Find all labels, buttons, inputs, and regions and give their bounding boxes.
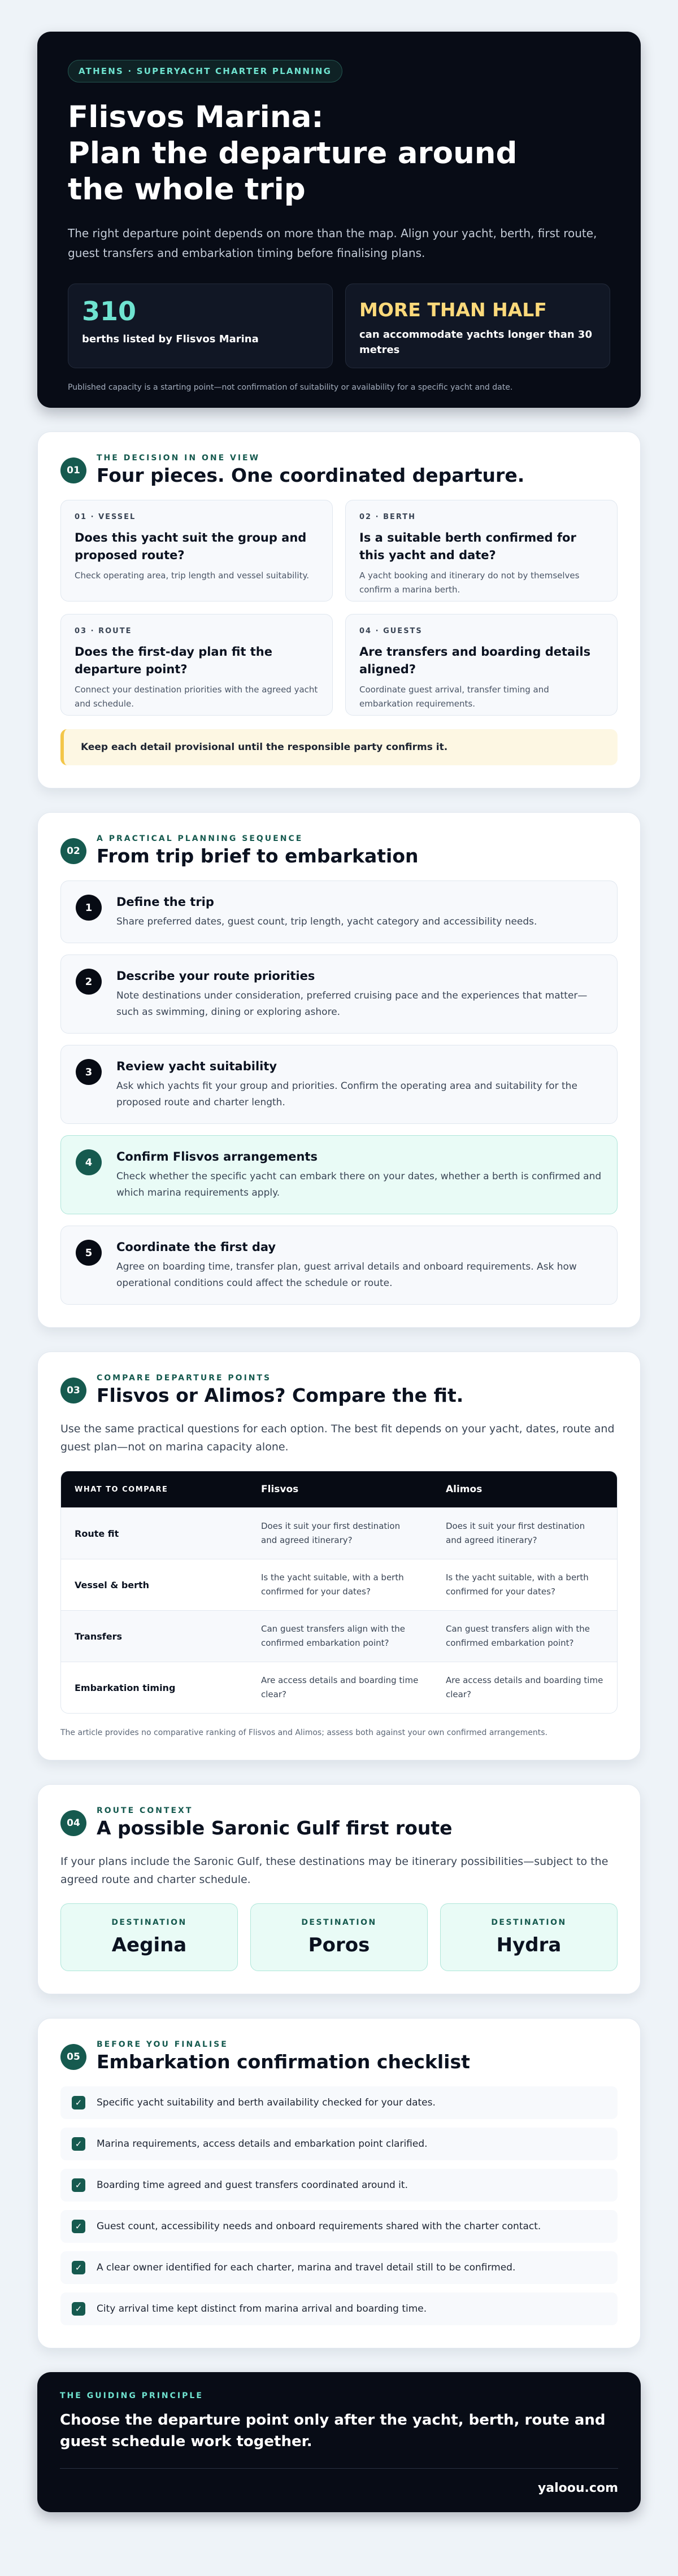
step-item — [60, 954, 618, 1034]
decision-card-guests — [345, 614, 618, 716]
card-text: Coordinate guest arrival, transfer timing and embarkation requirements. — [359, 685, 549, 709]
section-checklist — [37, 2018, 641, 2348]
hero-eyebrow: ATHENS · SUPERYACHT CHARTER PLANNING — [68, 60, 342, 82]
guiding-principle-footer — [37, 2372, 641, 2512]
step-title: Confirm Flisvos arrangements — [116, 1150, 318, 1163]
checklist-item — [60, 2251, 618, 2284]
step-text: Check whether the specific yacht can embark there on your dates, whether a berth is confirmed and which marina requirements apply. — [116, 1171, 602, 1198]
step-number: 3 — [76, 1059, 102, 1085]
destination-name: Aegina — [111, 1934, 187, 1956]
decision-card-vessel — [60, 500, 333, 601]
section-route — [37, 1784, 641, 1994]
step-text: Ask which yachts fit your group and priorities. Confirm the operating area and suitability for the proposed route and charter length. — [116, 1080, 577, 1108]
card-tag: 01 · VESSEL — [75, 513, 136, 521]
table-row — [61, 1662, 617, 1713]
checkbox-checked-icon: ✓ — [72, 2261, 85, 2274]
table-cell: Are access details and boarding time clear? — [261, 1675, 419, 1699]
destination-row — [60, 1903, 618, 1971]
checklist-text: City arrival time kept distinct from marina arrival and boarding time. — [97, 2303, 427, 2315]
table-cell: Is the yacht suitable, with a berth confirmed for your dates? — [446, 1572, 589, 1597]
row-label: Embarkation timing — [75, 1682, 176, 1693]
section-lead: If your plans include the Saronic Gulf, these destinations may be itinerary possibilities—subject to the agreed route and charter schedule. — [60, 1855, 609, 1886]
stat-value: MORE THAN HALF — [359, 299, 547, 321]
section-number: 04 — [60, 1810, 86, 1836]
comparison-table — [60, 1471, 618, 1714]
table-cell: Does it suit your first destination and agreed itinerary? — [446, 1521, 585, 1545]
row-label: Vessel & berth — [75, 1579, 150, 1590]
checklist-text: Boarding time agreed and guest transfers coordinated around it. — [97, 2180, 408, 2191]
row-label: Route fit — [75, 1528, 119, 1539]
card-tag: 03 · ROUTE — [75, 627, 132, 635]
card-title: Does this yacht suit the group and proposed route? — [75, 531, 307, 562]
section-header — [60, 1806, 618, 1840]
step-number: 5 — [76, 1240, 102, 1266]
row-label: Transfers — [75, 1631, 122, 1642]
decision-grid — [60, 500, 618, 716]
footer-statement: Choose the departure point only after the yacht, berth, route and guest schedule work together. — [60, 2412, 606, 2450]
brand-link[interactable]: yaloou.com — [537, 2481, 618, 2495]
checklist-text: Marina requirements, access details and embarkation point clarified. — [97, 2138, 428, 2150]
title-line-1: Flisvos Marina: — [68, 100, 324, 134]
provisional-callout: Keep each detail provisional until the responsible party confirms it. — [60, 729, 618, 765]
column-header: Alimos — [446, 1484, 483, 1495]
step-number: 2 — [76, 969, 102, 995]
section-sequence — [37, 812, 641, 1328]
checklist-item — [60, 2128, 618, 2160]
card-text: A yacht booking and itinerary do not by themselves confirm a marina berth. — [359, 570, 580, 595]
section-header — [60, 2040, 618, 2074]
checkbox-checked-icon: ✓ — [72, 2220, 85, 2233]
stat-label: can accommodate yachts longer than 30 metres — [359, 329, 592, 356]
table-cell: Does it suit your first destination and agreed itinerary? — [261, 1521, 401, 1545]
destination-tag: DESTINATION — [301, 1918, 377, 1927]
decision-card-berth — [345, 500, 618, 601]
step-text: Agree on boarding time, transfer plan, guest arrival details and onboard requirements. Ask how operational conditions could affect the schedule or route. — [116, 1261, 577, 1289]
destination-tag: DESTINATION — [111, 1918, 187, 1927]
step-list — [60, 881, 618, 1305]
section-header — [60, 834, 618, 868]
hero-note: Published capacity is a starting point—not confirmation of suitability or availability for a specific yacht and date. — [68, 383, 513, 392]
step-title: Define the trip — [116, 895, 214, 909]
card-title: Does the first-day plan fit the departure point? — [75, 645, 272, 676]
card-tag: 04 · GUESTS — [359, 627, 423, 635]
title-line-2: Plan the departure around the whole trip — [68, 136, 518, 207]
step-title: Coordinate the first day — [116, 1240, 276, 1254]
table-cell: Are access details and boarding time clear? — [446, 1675, 603, 1699]
card-title: Is a suitable berth confirmed for this yacht and date? — [359, 531, 576, 562]
checklist-item — [60, 2210, 618, 2243]
section-number: 05 — [60, 2044, 86, 2070]
step-text: Note destinations under consideration, preferred cruising pace and the experiences that matter—such as swimming, dining or exploring ashore. — [116, 990, 588, 1018]
step-text: Share preferred dates, guest count, trip length, yacht category and accessibility needs. — [116, 916, 537, 927]
table-note: The article provides no comparative ranking of Flisvos and Alimos; assess both against your own confirmed arrangements. — [60, 1728, 547, 1737]
card-title: Are transfers and boarding details aligned? — [359, 645, 591, 676]
checklist — [60, 2086, 618, 2325]
checkbox-checked-icon: ✓ — [72, 2302, 85, 2316]
footer-eyebrow: THE GUIDING PRINCIPLE — [60, 2391, 203, 2400]
section-title: A possible Saronic Gulf first route — [97, 1817, 453, 1839]
section-header — [60, 1374, 618, 1407]
step-title: Review yacht suitability — [116, 1060, 277, 1073]
section-eyebrow: COMPARE DEPARTURE POINTS — [97, 1374, 272, 1383]
step-item — [60, 1226, 618, 1305]
checklist-text: A clear owner identified for each charter, marina and travel detail still to be confirmed. — [97, 2262, 516, 2273]
section-eyebrow: BEFORE YOU FINALISE — [97, 2040, 228, 2049]
step-item-highlighted — [60, 1135, 618, 1214]
destination-name: Hydra — [496, 1934, 562, 1956]
section-decision — [37, 431, 641, 788]
column-header: WHAT TO COMPARE — [75, 1485, 168, 1494]
table-header — [61, 1471, 617, 1507]
step-item — [60, 1045, 618, 1124]
step-number: 4 — [76, 1149, 102, 1175]
section-number: 01 — [60, 457, 86, 483]
checklist-item — [60, 2292, 618, 2325]
section-eyebrow: THE DECISION IN ONE VIEW — [97, 454, 260, 463]
page-title — [68, 99, 565, 208]
card-text: Check operating area, trip length and vessel suitability. — [75, 570, 309, 581]
checkbox-checked-icon: ✓ — [72, 2096, 85, 2109]
hero-lead: The right departure point depends on more than the map. Align your yacht, berth, first route, guest transfers and embarkation timing before finalising plans. — [68, 226, 597, 260]
section-title: Flisvos or Alimos? Compare the fit. — [97, 1384, 464, 1406]
column-header: Flisvos — [261, 1484, 299, 1495]
section-number: 02 — [60, 838, 86, 864]
stat-berths — [68, 284, 333, 368]
section-compare — [37, 1352, 641, 1760]
table-body — [61, 1507, 617, 1713]
table-cell: Can guest transfers align with the confirmed embarkation point? — [446, 1624, 590, 1648]
destination-tag: DESTINATION — [491, 1918, 567, 1927]
section-number: 03 — [60, 1378, 86, 1403]
stat-label: berths listed by Flisvos Marina — [82, 333, 259, 345]
hero-banner — [37, 32, 641, 408]
checkbox-checked-icon: ✓ — [72, 2178, 85, 2192]
footer-divider — [60, 2468, 618, 2469]
table-cell: Can guest transfers align with the confirmed embarkation point? — [261, 1624, 406, 1648]
table-cell: Is the yacht suitable, with a berth confirmed for your dates? — [261, 1572, 404, 1597]
card-tag: 02 · BERTH — [359, 513, 416, 521]
stat-large-yachts — [345, 284, 610, 368]
destination-card-aegina — [60, 1903, 238, 1971]
step-number: 1 — [76, 895, 102, 921]
section-header — [60, 454, 618, 487]
checklist-item — [60, 2169, 618, 2202]
section-title: From trip brief to embarkation — [97, 845, 419, 867]
section-eyebrow: ROUTE CONTEXT — [97, 1806, 193, 1815]
section-eyebrow: A PRACTICAL PLANNING SEQUENCE — [97, 834, 303, 843]
checklist-text: Guest count, accessibility needs and onboard requirements shared with the charter contact. — [97, 2221, 541, 2232]
section-title: Embarkation confirmation checklist — [97, 2051, 470, 2073]
table-row — [61, 1559, 617, 1610]
decision-card-route — [60, 614, 333, 716]
section-title: Four pieces. One coordinated departure. — [97, 464, 525, 486]
stats-row — [68, 284, 610, 368]
checklist-item — [60, 2086, 618, 2119]
step-title: Describe your route priorities — [116, 969, 315, 983]
step-item — [60, 881, 618, 943]
card-text: Connect your destination priorities with the agreed yacht and schedule. — [75, 685, 318, 709]
checkbox-checked-icon: ✓ — [72, 2137, 85, 2151]
stat-value: 310 — [82, 296, 137, 326]
destination-card-hydra — [440, 1903, 618, 1971]
checklist-text: Specific yacht suitability and berth availability checked for your dates. — [97, 2097, 436, 2108]
table-row — [61, 1610, 617, 1662]
section-lead: Use the same practical questions for each option. The best fit depends on your yacht, dates, route and guest plan—not on marina capacity alone. — [60, 1423, 615, 1453]
destination-name: Poros — [308, 1934, 370, 1956]
table-row — [61, 1507, 617, 1559]
destination-card-poros — [250, 1903, 428, 1971]
